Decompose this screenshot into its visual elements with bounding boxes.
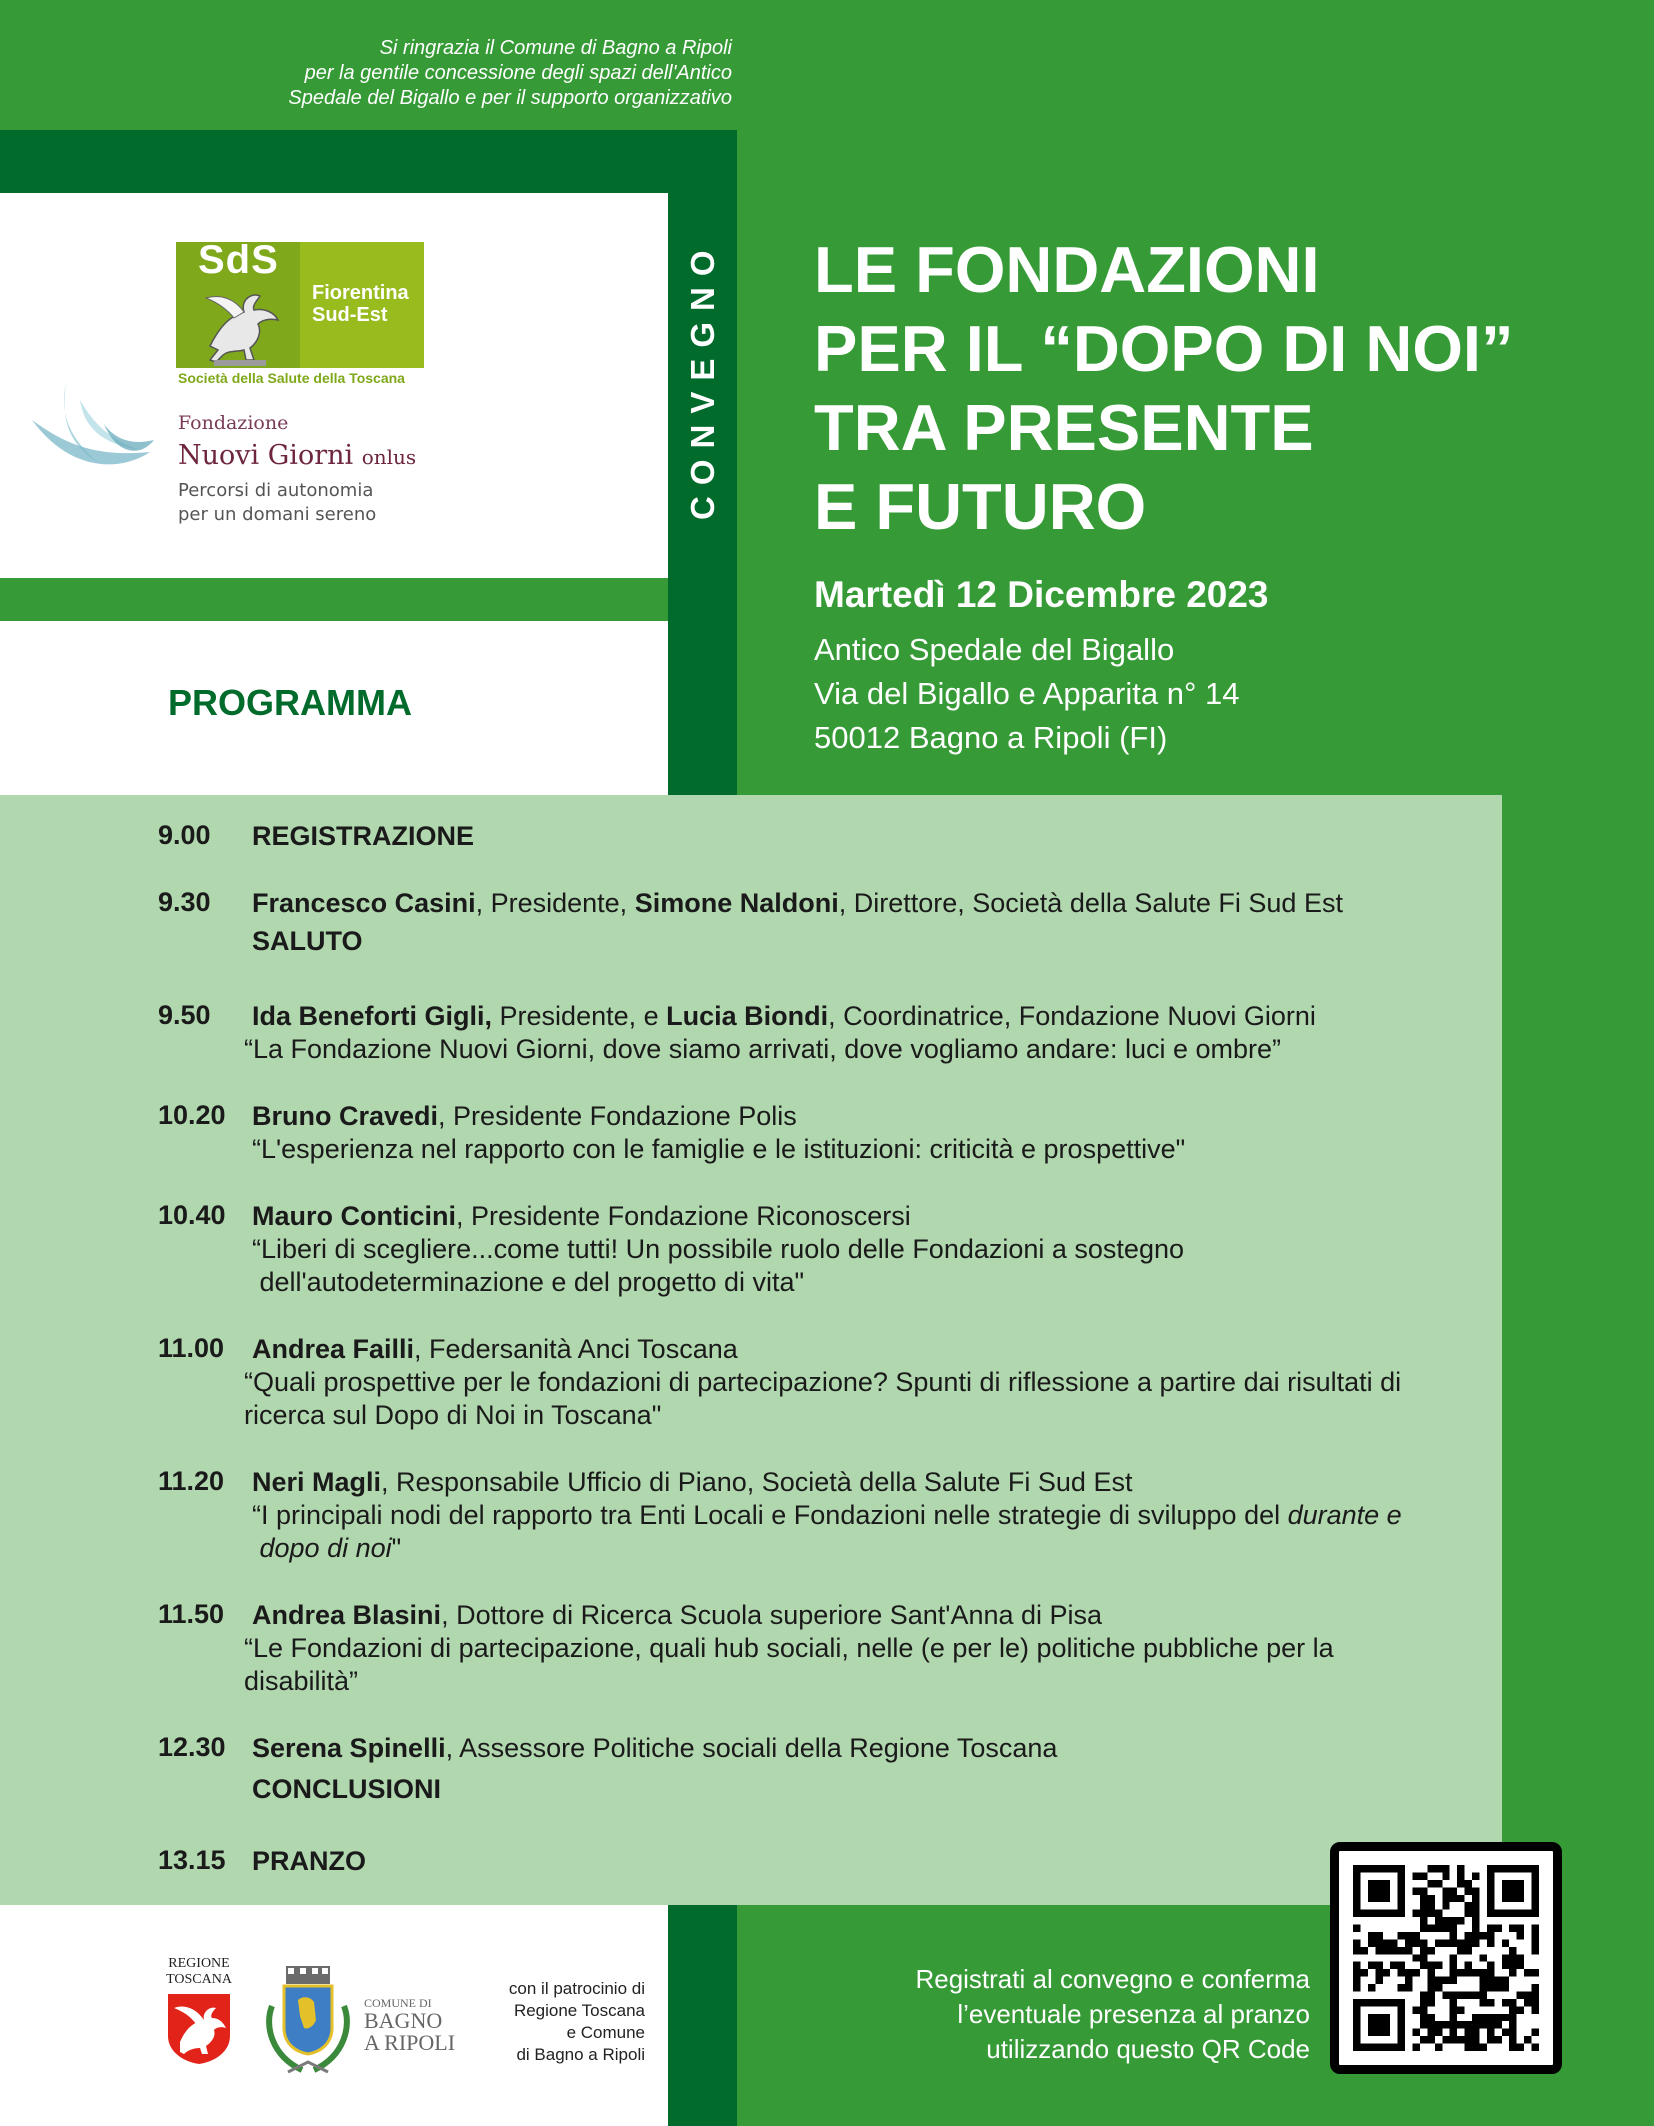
item-time: 9.50 bbox=[158, 1000, 211, 1030]
comune-label-line: A RIPOLI bbox=[364, 2030, 456, 2055]
sds-logo-box bbox=[176, 238, 424, 368]
speaker-role: , Dottore di Ricerca Scuola superiore Sant'Anna di Pisa bbox=[441, 1600, 1103, 1630]
thanks-note bbox=[150, 36, 732, 111]
speaker-role: , Responsabile Ufficio di Piano, Società della Salute Fi Sud Est bbox=[381, 1467, 1133, 1497]
title-line: TRA PRESENTE bbox=[814, 391, 1314, 464]
qr-instructions bbox=[820, 1962, 1310, 2067]
item-title: PRANZO bbox=[252, 1846, 366, 1876]
regione-label bbox=[164, 1956, 234, 1988]
regione-label-line: TOSCANA bbox=[166, 1972, 232, 1987]
speaker-name: Serena Spinelli bbox=[252, 1733, 446, 1763]
talk-title-cont: ricerca sul Dopo di Noi in Toscana" bbox=[244, 1400, 662, 1430]
ng-onlus: onlus bbox=[361, 445, 417, 469]
comune-label bbox=[364, 1996, 455, 2054]
item-time: 10.20 bbox=[158, 1100, 226, 1130]
sds-name-line: Sud-Est bbox=[312, 304, 388, 326]
talk-title: “La Fondazione Nuovi Giorni, dove siamo arrivati, dove vogliamo andare: luci e ombre” bbox=[244, 1034, 1282, 1064]
item-time: 13.15 bbox=[158, 1845, 226, 1875]
speaker-role: , Coordinatrice, Fondazione Nuovi Giorni bbox=[828, 1001, 1316, 1031]
sds-name-line: Fiorentina bbox=[312, 282, 409, 304]
item-time: 11.20 bbox=[158, 1466, 225, 1496]
speaker-role: , Assessore Politiche sociali della Regione Toscana bbox=[445, 1733, 1058, 1763]
sds-name bbox=[312, 282, 409, 326]
green-band bbox=[0, 578, 668, 621]
speaker-name: Lucia Biondi bbox=[666, 1001, 829, 1031]
qr-text-line: utilizzando questo QR Code bbox=[986, 2034, 1310, 2064]
patrocinio-note bbox=[470, 1978, 645, 2066]
patrocinio-line: con il patrocinio di bbox=[508, 1979, 645, 1998]
speaker-role: , Federsanità Anci Toscana bbox=[414, 1334, 738, 1364]
qr-code[interactable] bbox=[1330, 1842, 1562, 2074]
event-title bbox=[814, 230, 1513, 546]
speaker-name: Simone Naldoni bbox=[634, 888, 839, 918]
item-time: 11.00 bbox=[158, 1333, 225, 1363]
venue-line: Antico Spedale del Bigallo bbox=[814, 632, 1175, 667]
regione-toscana-logo bbox=[164, 1956, 234, 2071]
speaker-role: , Presidente, bbox=[475, 888, 635, 918]
winged-horse-icon bbox=[200, 286, 284, 366]
patrocinio-line: di Bagno a Ripoli bbox=[516, 2045, 645, 2064]
speaker-role: , Presidente Fondazione Riconoscersi bbox=[456, 1201, 911, 1231]
item-label: SALUTO bbox=[252, 926, 363, 956]
title-line: LE FONDAZIONI bbox=[814, 233, 1320, 306]
qr-code-icon bbox=[1353, 1865, 1539, 2051]
talk-title: “Quali prospettive per le fondazioni di partecipazione? Spunti di riflessione a partire dai risultati di bbox=[244, 1367, 1402, 1397]
item-time: 12.30 bbox=[158, 1732, 226, 1762]
ng-label: Fondazione bbox=[178, 412, 289, 434]
talk-title: “I principali nodi del rapporto tra Enti Locali e Fondazioni nelle strategie di sviluppo del bbox=[252, 1500, 1288, 1530]
comune-label-line: BAGNO bbox=[364, 2008, 443, 2033]
speaker-role: Presidente, e bbox=[492, 1001, 667, 1031]
item-time: 10.40 bbox=[158, 1200, 226, 1230]
speaker-role: , Direttore, Società della Salute Fi Sud Est bbox=[838, 888, 1343, 918]
speaker-name: Mauro Conticini bbox=[252, 1201, 456, 1231]
convegno-label: CONVEGNO bbox=[684, 239, 721, 520]
talk-title-cont: dell'autodeterminazione e del progetto di vita" bbox=[252, 1267, 805, 1297]
comune-crest-icon bbox=[258, 1966, 358, 2086]
sds-abbr: SdS bbox=[198, 238, 279, 282]
speaker-name: Andrea Blasini bbox=[252, 1600, 442, 1630]
nuovi-giorni-logo bbox=[30, 380, 450, 530]
event-date: Martedì 12 Dicembre 2023 bbox=[814, 574, 1269, 615]
item-time: 9.00 bbox=[158, 820, 211, 850]
title-line: E FUTURO bbox=[814, 470, 1147, 543]
comune-bagno-logo bbox=[258, 1966, 456, 2091]
event-venue bbox=[814, 628, 1239, 760]
footer-strip bbox=[668, 1905, 737, 2126]
talk-title-cont: disabilità” bbox=[244, 1666, 359, 1696]
swoosh-icon bbox=[30, 380, 160, 480]
sds-subtitle: Società della Salute della Toscana bbox=[178, 370, 405, 386]
talk-title-italic: dopo di noi bbox=[252, 1533, 392, 1563]
thanks-line: Spedale del Bigallo e per il supporto organizzativo bbox=[288, 87, 732, 109]
speaker-name: Neri Magli bbox=[252, 1467, 382, 1497]
talk-title: “Le Fondazioni di partecipazione, quali hub sociali, nelle (e per le) politiche pubbliche per la bbox=[244, 1633, 1334, 1663]
talk-title-cont: " bbox=[391, 1533, 402, 1563]
patrocinio-line: Regione Toscana bbox=[513, 2001, 645, 2020]
speaker-name: Bruno Cravedi bbox=[252, 1101, 439, 1131]
pegasus-shield-icon bbox=[164, 1992, 234, 2066]
title-line: PER IL “DOPO DI NOI” bbox=[814, 312, 1514, 385]
ng-tagline: per un domani sereno bbox=[178, 504, 377, 525]
ng-name bbox=[178, 440, 416, 471]
qr-text-line: Registrati al convegno e conferma bbox=[915, 1964, 1310, 1994]
regione-label-line: REGIONE bbox=[168, 1956, 230, 1971]
ng-name-text: Nuovi Giorni bbox=[178, 440, 354, 471]
talk-title: “L'esperienza nel rapporto con le famiglie e le istituzioni: criticità e prospettive" bbox=[252, 1134, 1186, 1164]
venue-line: 50012 Bagno a Ripoli (FI) bbox=[814, 720, 1168, 755]
item-time: 9.30 bbox=[158, 887, 211, 917]
sds-logo bbox=[176, 238, 424, 388]
programma-heading: PROGRAMMA bbox=[168, 682, 412, 723]
item-label: CONCLUSIONI bbox=[252, 1774, 441, 1804]
comune-label-line: COMUNE DI bbox=[364, 1996, 432, 2010]
dark-green-strip bbox=[0, 130, 737, 193]
talk-title: “Liberi di scegliere...come tutti! Un possibile ruolo delle Fondazioni a sostegno bbox=[252, 1234, 1185, 1264]
thanks-line: Si ringrazia il Comune di Bagno a Ripoli bbox=[379, 37, 732, 59]
talk-title-italic: durante e bbox=[1287, 1500, 1402, 1530]
item-time: 11.50 bbox=[158, 1599, 225, 1629]
speaker-name: Francesco Casini bbox=[252, 888, 476, 918]
speaker-role: , Presidente Fondazione Polis bbox=[438, 1101, 797, 1131]
speaker-name: Andrea Failli bbox=[252, 1334, 415, 1364]
ng-tagline: Percorsi di autonomia bbox=[178, 480, 374, 501]
item-title: REGISTRAZIONE bbox=[252, 821, 475, 851]
patrocinio-line: e Comune bbox=[566, 2023, 645, 2042]
thanks-line: per la gentile concessione degli spazi dell'Antico bbox=[304, 62, 732, 84]
venue-line: Via del Bigallo e Apparita n° 14 bbox=[814, 676, 1240, 711]
qr-text-line: l’eventuale presenza al pranzo bbox=[957, 1999, 1310, 2029]
speaker-name: Ida Beneforti Gigli, bbox=[252, 1001, 493, 1031]
